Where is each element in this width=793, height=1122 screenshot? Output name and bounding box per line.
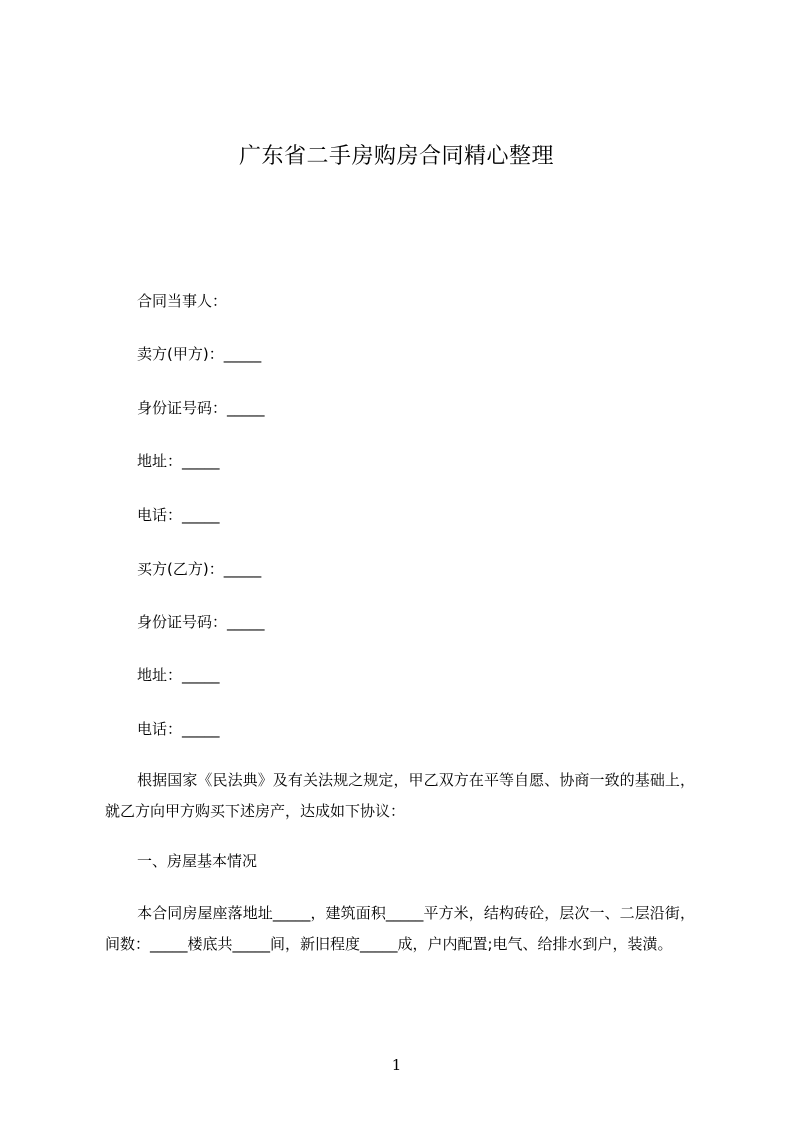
preamble-text: 根据国家《民法典》及有关法规之规定，甲乙双方在平等自愿、协商一致的基础上，就乙方向甲方购买下述房产，达成如下协议： [105, 771, 695, 820]
buyer-address-field: 地址：_____ [137, 666, 220, 684]
seller-id-field: 身份证号码：_____ [137, 399, 265, 417]
section-1-text: 本合同房屋座落地址_____，建筑面积_____平方米，结构砖砼，层次一、二层沿街，间数：_____楼底共_____间，新旧程度_____成，户内配置;电气、给排水到户，装潢。 [105, 904, 695, 953]
section-1-heading: 一、房屋基本情况 [137, 852, 258, 870]
buyer-id-field: 身份证号码：_____ [137, 613, 265, 631]
document-title: 广东省二手房购房合同精心整理 [238, 144, 554, 169]
seller-address-field: 地址：_____ [137, 452, 220, 470]
buyer-phone-field: 电话：_____ [137, 720, 220, 738]
preamble-paragraph [105, 765, 695, 827]
seller-phone-field: 电话：_____ [137, 506, 220, 524]
section-1-paragraph [105, 898, 695, 960]
seller-field: 卖方(甲方)：_____ [137, 345, 262, 363]
buyer-field: 买方(乙方)：_____ [137, 560, 262, 578]
parties-intro: 合同当事人： [137, 292, 228, 310]
page-number: 1 [391, 1056, 402, 1074]
